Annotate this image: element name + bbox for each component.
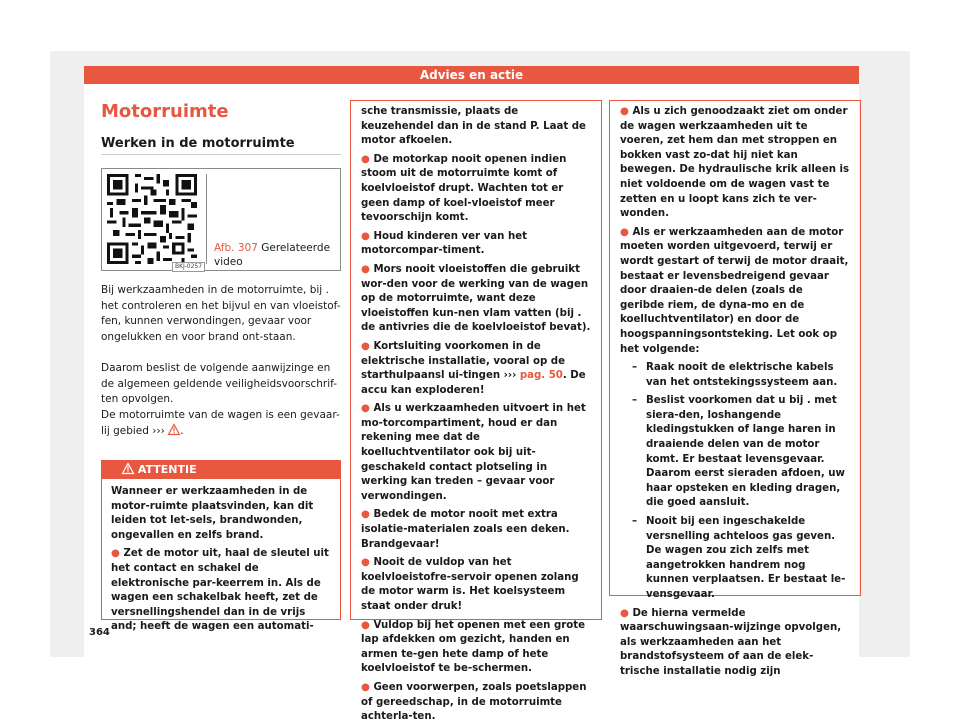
warning-intro: Wanneer er werkzaamheden in de motor-ruimte plaatsvinden, kan dit leiden tot let-sels, brandwonden, ongevallen en zelfs brand.	[111, 486, 314, 541]
figure-code: BKJ-0257	[172, 262, 205, 272]
right-dash-1: – Raak nooit de elektrische kabels van het ontstekingssysteem aan.	[620, 361, 850, 390]
paragraph-2: Daarom beslist de volgende aanwijzinge en de algemeen geldende veiligheidsvoorschrif-ten opvolgen.	[101, 362, 338, 405]
figure-307[interactable]	[101, 168, 341, 271]
mid-bullet-4-text: Kortsluiting voorkomen in de elektrische installatie, vooral op de starthulpaansl ui-tingen ›››	[361, 340, 565, 382]
paragraph-3	[101, 408, 341, 439]
mid-bullet-7-text: Nooit de vuldop van het koelvloeistofre-servoir openen zolang de motor warm is. Het koelsysteem staat onder druk!	[361, 557, 579, 612]
bullet-dot: ●	[361, 230, 374, 242]
section-title: Motorruimte	[101, 101, 229, 122]
bullet-dot: ●	[361, 403, 374, 415]
bullet-dot: ●	[620, 226, 633, 238]
bullet-dot: ●	[361, 263, 374, 275]
mid-bullet-3-text: Mors nooit vloeistoffen die gebruikt wor-den voor de werking van de wagen op de motorruimte, want deze vloeistoffen kun-nen vlam vatten (bij . de antivries die de koelvloeistof bevat).	[361, 263, 591, 334]
bullet-dot: ●	[361, 153, 374, 165]
mid-bullet-1	[361, 153, 591, 226]
mid-column-text	[351, 101, 601, 725]
warning-header	[102, 461, 340, 479]
bullet-dot: ●	[620, 607, 633, 619]
right-bullet-1-text: Als u zich genoodzaakt ziet om onder de wagen werkzaamheden uit te voeren, zet hem dan met stroppen en bokken vast zo-dat hij niet kan bewegen. De hydraulische krik alleen is niet voldoende om de wagen vast te zetten en u loopt kans zich te ver-wonden.	[620, 106, 850, 220]
bullet-dot: ●	[361, 619, 374, 631]
warning-bullet-1	[111, 547, 331, 635]
warning-triangle-icon[interactable]	[168, 424, 180, 435]
qr-code-image[interactable]	[107, 174, 207, 264]
bullet-dot: ●	[620, 106, 633, 117]
mid-bullet-6-text: Bedek de motor nooit met extra isolatie-materialen zoals een deken. Brandgevaar!	[361, 509, 570, 550]
chapter-header: Advies en actie	[84, 66, 859, 84]
mid-bullet-4-end: . De accu kan exploderen!	[361, 370, 586, 396]
warning-body	[102, 479, 340, 635]
warning-box	[101, 460, 341, 633]
mid-bullet-7	[361, 556, 591, 614]
page-number: 364	[89, 627, 110, 638]
figure-caption	[214, 241, 339, 269]
mid-bullet-2-text: Houd kinderen ver van het motorcompar-timent.	[361, 230, 527, 257]
bullet-dot: ●	[361, 681, 374, 693]
right-bullet-3	[620, 607, 850, 680]
bullet-dot: ●	[361, 557, 374, 569]
mid-bullet-3	[361, 263, 591, 336]
bullet-dot: ●	[361, 340, 374, 352]
bullet-dot: ●	[111, 548, 124, 560]
warning-continuation-column-2	[609, 100, 861, 677]
mid-bullet-9-text: Geen voorwerpen, zoals poetslappen of gereedschap, in de motorruimte achterla-ten.	[361, 681, 587, 723]
mid-bullet-1-text: De motorkap nooit openen indien stoom uit de motorruimte komt of koelvloeistof drupt. Wachten tot er geen damp of koel-vloeistof meer tevoorschijn komt.	[361, 153, 567, 224]
mid-bullet-2	[361, 230, 591, 259]
warning-continuation-column	[350, 100, 602, 723]
right-bullet-2-text: Als er werkzaamheden aan de motor moeten worden uitgevoerd, terwij er wordt gestart of terwij de motor draait, bestaat er levensbedreigend gevaar door draaien-de delen (zoals de geribde riem, de dyna-mo en de koelluchtventilator) en door de hoogspanningsontsteking. Let ook op het volgende:	[620, 226, 849, 355]
mid-bullet-6	[361, 508, 591, 552]
right-column-text	[610, 101, 860, 680]
mid-continuation: sche transmissie, plaats de keuzehendel dan in de stand P. Laat de motor afkoelen.	[361, 106, 586, 147]
right-bullet-2	[620, 226, 850, 357]
warning-title: ATTENTIE	[137, 463, 197, 476]
warning-bullet-1-text: Zet de motor uit, haal de sleutel uit het contact en schakel de elektronische par-keerrem in. Als de wagen een schakelbak heeft, zet de versnellingshendel dan in de vrijs and; heeft de wagen een automati-	[111, 548, 329, 633]
right-dash-3: – Nooit bij een ingeschakelde versnelling achteloos gas geven. De wagen zou zich zelfs met aangetrokken handrem nog kunnen verplaatsen. Er bestaat le-vensgevaar.	[620, 515, 850, 603]
mid-bullet-8	[361, 619, 591, 677]
warning-header-icon	[122, 463, 134, 474]
right-bullet-1	[620, 105, 850, 222]
paragraph-3-end: .	[180, 424, 184, 437]
mid-bullet-8-text: Vuldop bij het openen met een grote lap afdekken om gezicht, handen en armen te-gen hete damp of hete koelvloeistof te be-schermen.	[361, 619, 586, 675]
right-bullet-3-text: De hierna vermelde waarschuwingsaan-wijzinge opvolgen, als werkzaamheden aan het brandstofsysteem of aan de elek-trische installatie nodig zijn	[620, 607, 842, 677]
paragraph-1: Bij werkzaamheden in de motorruimte, bij . het controleren en het bijvul en van vloeistof-fen, kunnen verwondingen, gevaar voor ongelukken en voor brand ont-staan.	[101, 284, 341, 343]
right-dash-2: – Beslist voorkomen dat u bij . met siera-den, loshangende kledingstukken of lange haren in draaiende delen van de motor komt. Er bestaat levensgevaar. Daarom eerst sieraden afdoen, uw haar opsteken en kleding dragen, die goed aansluit.	[620, 394, 850, 511]
figure-number: Afb. 307	[214, 242, 258, 254]
mid-bullet-9	[361, 681, 591, 725]
mid-bullet-5	[361, 402, 591, 504]
mid-bullet-5-text: Als u werkzaamheden uitvoert in het mo-torcompartiment, houd er dan rekening mee dat de koelluchtventilator ook bij uit-geschakeld contact plotseling in werking kan treden – gevaar voor verwondingen.	[361, 403, 586, 502]
bullet-dot: ●	[361, 509, 374, 521]
paragraph-3-text: De motorruimte van de wagen is een gevaar-lij gebied ›››	[101, 409, 340, 437]
mid-bullet-4	[361, 340, 591, 398]
page-reference-link[interactable]: pag. 50	[519, 370, 563, 382]
figure-caption-text: Gerelateerde video	[214, 242, 331, 268]
subsection-title: Werken in de motorruimte	[101, 136, 295, 151]
subsection-divider	[101, 154, 341, 155]
